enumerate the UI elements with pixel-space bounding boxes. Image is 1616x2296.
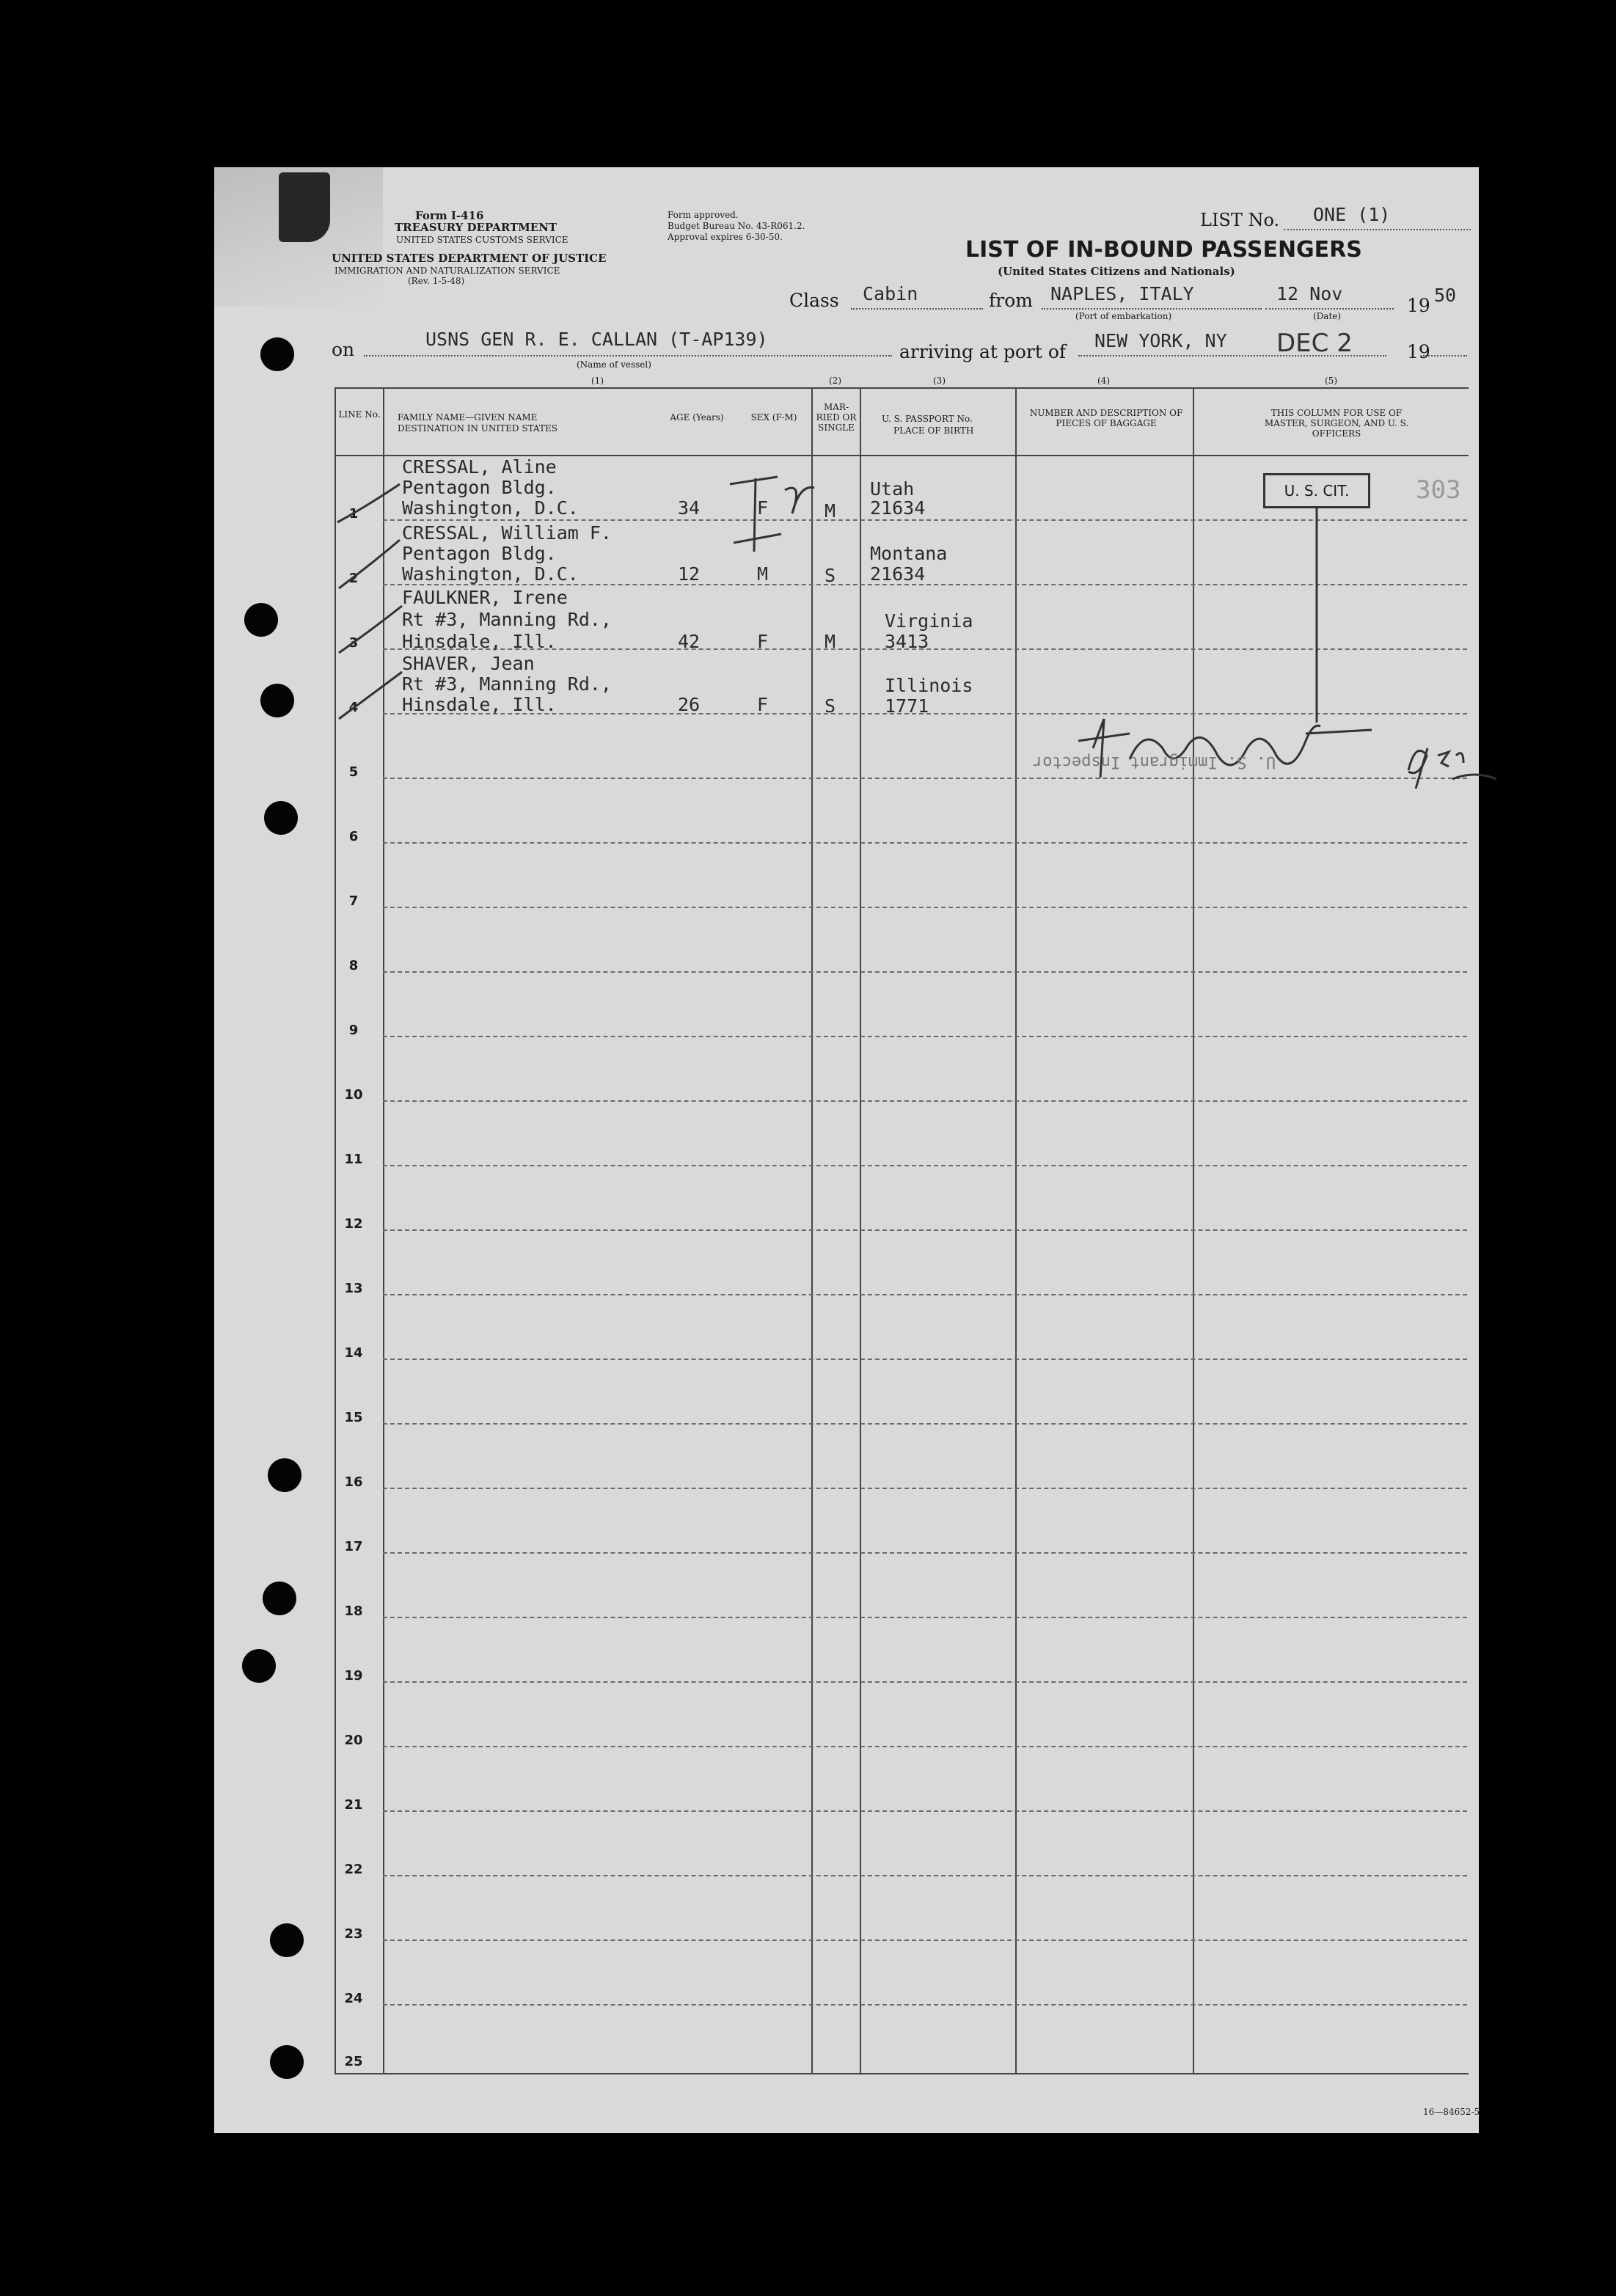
line-number: 2 bbox=[348, 571, 359, 586]
col-header-line: LINE No. bbox=[338, 409, 381, 420]
passenger-status: S bbox=[825, 565, 836, 586]
col-number-4: (4) bbox=[1097, 376, 1110, 386]
line-number: 5 bbox=[348, 764, 359, 780]
line-number: 1 bbox=[348, 506, 359, 522]
line-number: 15 bbox=[344, 1410, 363, 1425]
line-number: 25 bbox=[344, 2054, 363, 2069]
line-number: 4 bbox=[348, 700, 359, 715]
passenger-status: M bbox=[825, 500, 836, 522]
passenger-address: Rt #3, Manning Rd., bbox=[402, 673, 612, 695]
revision: (Rev. 1-5-48) bbox=[408, 276, 465, 286]
passenger-birthplace: Montana bbox=[870, 543, 948, 564]
passenger-passport: 3413 bbox=[885, 631, 929, 652]
class-value: Cabin bbox=[863, 283, 918, 304]
col-header-name: FAMILY NAME—GIVEN NAME bbox=[398, 412, 538, 423]
list-no-value: ONE (1) bbox=[1313, 204, 1391, 225]
inspector-stamp: U. S. Immigrant Inspector bbox=[1033, 753, 1276, 771]
passenger-passport: 21634 bbox=[870, 497, 926, 519]
from-label: from bbox=[989, 290, 1033, 311]
col-header-passport: U. S. PASSPORT No. bbox=[882, 414, 973, 424]
customs-service: UNITED STATES CUSTOMS SERVICE bbox=[396, 235, 568, 245]
col-header-baggage: NUMBER AND DESCRIPTION OF PIECES OF BAGGAGE bbox=[1029, 408, 1183, 428]
passenger-name: SHAVER, Jean bbox=[402, 653, 535, 674]
passenger-name: CRESSAL, William F. bbox=[402, 522, 612, 544]
date-caption: (Date) bbox=[1313, 311, 1342, 321]
arrival-date: DEC 2 bbox=[1276, 329, 1353, 358]
line-number: 14 bbox=[344, 1345, 363, 1361]
line-number: 13 bbox=[344, 1281, 363, 1296]
col-header-birth: PLACE OF BIRTH bbox=[893, 425, 974, 436]
us-citizen-stamp: U. S. CIT. bbox=[1263, 473, 1370, 508]
arriving-label: arriving at port of bbox=[899, 341, 1067, 362]
justice-dept: UNITED STATES DEPARTMENT OF JUSTICE bbox=[332, 252, 607, 265]
approval-expires: Approval expires 6-30-50. bbox=[668, 232, 783, 242]
col-number-5: (5) bbox=[1325, 376, 1337, 386]
line-number: 7 bbox=[348, 893, 359, 909]
line-number: 22 bbox=[344, 1862, 363, 1877]
passenger-birthplace: Virginia bbox=[885, 610, 973, 632]
passenger-sex: F bbox=[757, 497, 769, 519]
form-subtitle: (United States Citizens and Nationals) bbox=[998, 265, 1235, 278]
passenger-city: Hinsdale, Ill. bbox=[402, 694, 557, 715]
treasury-dept: TREASURY DEPARTMENT bbox=[395, 221, 557, 234]
ins-service: IMMIGRATION AND NATURALIZATION SERVICE bbox=[334, 266, 560, 276]
line-number: 3 bbox=[348, 635, 359, 651]
passenger-city: Washington, D.C. bbox=[402, 563, 579, 585]
port-embarkation-caption: (Port of embarkation) bbox=[1075, 311, 1172, 321]
passenger-passport: 21634 bbox=[870, 563, 926, 585]
passenger-age: 34 bbox=[678, 497, 701, 519]
col-header-sex: SEX (F-M) bbox=[750, 412, 797, 423]
line-number: 9 bbox=[348, 1023, 359, 1038]
passenger-name: FAULKNER, Irene bbox=[402, 587, 568, 608]
line-number: 16 bbox=[344, 1474, 363, 1490]
on-label: on bbox=[332, 339, 355, 360]
passenger-age: 26 bbox=[678, 694, 701, 715]
passenger-age: 12 bbox=[678, 563, 701, 585]
passenger-name: CRESSAL, Aline bbox=[402, 456, 557, 478]
line-number: 21 bbox=[344, 1797, 363, 1813]
col-header-married: MAR-RIED OR SINGLE bbox=[816, 402, 857, 433]
vessel-name: USNS GEN R. E. CALLAN (T-AP139) bbox=[425, 329, 768, 350]
arrival-year-prefix: 19 bbox=[1407, 341, 1430, 362]
passenger-city: Hinsdale, Ill. bbox=[402, 631, 557, 652]
passenger-status: S bbox=[825, 695, 836, 717]
from-value: NAPLES, ITALY bbox=[1050, 283, 1194, 304]
col-number-1: (1) bbox=[591, 376, 604, 386]
line-number: 17 bbox=[344, 1539, 363, 1554]
budget-bureau: Budget Bureau No. 43-R061.2. bbox=[668, 221, 805, 231]
line-number: 23 bbox=[344, 1926, 363, 1942]
line-number: 6 bbox=[348, 829, 359, 844]
class-label: Class bbox=[789, 290, 839, 311]
col-header-age: AGE (Years) bbox=[670, 412, 724, 423]
passenger-city: Washington, D.C. bbox=[402, 497, 579, 519]
col-header-officers: THIS COLUMN FOR USE OF MASTER, SURGEON, AND U. S. OFFICERS bbox=[1264, 408, 1409, 439]
passenger-sex: M bbox=[757, 563, 769, 585]
page-number: 303 bbox=[1416, 475, 1461, 505]
form-title: LIST OF IN-BOUND PASSENGERS bbox=[965, 237, 1362, 263]
date-value: 12 Nov bbox=[1276, 283, 1343, 304]
line-number: 8 bbox=[348, 958, 359, 973]
arrival-port: NEW YORK, NY bbox=[1094, 330, 1227, 351]
print-code: 16—84652-5 bbox=[1423, 2107, 1480, 2117]
col-header-destination: DESTINATION IN UNITED STATES bbox=[398, 423, 557, 434]
form-number: Form I-416 bbox=[415, 209, 484, 222]
inspector-signature bbox=[1100, 807, 1105, 808]
line-number: 19 bbox=[344, 1668, 363, 1683]
line-number: 20 bbox=[344, 1733, 363, 1748]
passenger-status: M bbox=[825, 631, 836, 652]
col-number-3: (3) bbox=[933, 376, 946, 386]
passenger-sex: F bbox=[757, 694, 769, 715]
line-number: 11 bbox=[344, 1152, 363, 1167]
passenger-address: Pentagon Bldg. bbox=[402, 477, 557, 498]
line-number: 10 bbox=[344, 1087, 363, 1103]
passenger-age: 42 bbox=[678, 631, 701, 652]
line-number: 12 bbox=[344, 1216, 363, 1232]
passenger-passport: 1771 bbox=[885, 695, 929, 717]
form-approved: Form approved. bbox=[668, 210, 739, 220]
passenger-birthplace: Utah bbox=[870, 478, 915, 500]
passenger-address: Rt #3, Manning Rd., bbox=[402, 609, 612, 630]
passenger-sex: F bbox=[757, 631, 769, 652]
passenger-birthplace: Illinois bbox=[885, 675, 973, 696]
line-number: 24 bbox=[344, 1991, 363, 2006]
arrival-time bbox=[1401, 807, 1404, 808]
passenger-address: Pentagon Bldg. bbox=[402, 543, 557, 564]
year-prefix: 19 bbox=[1407, 295, 1430, 316]
year-value: 50 bbox=[1434, 285, 1457, 306]
col-number-2: (2) bbox=[829, 376, 841, 386]
vessel-caption: (Name of vessel) bbox=[577, 359, 651, 370]
list-no-label: LIST No. bbox=[1200, 210, 1280, 230]
line-number: 18 bbox=[344, 1604, 363, 1619]
